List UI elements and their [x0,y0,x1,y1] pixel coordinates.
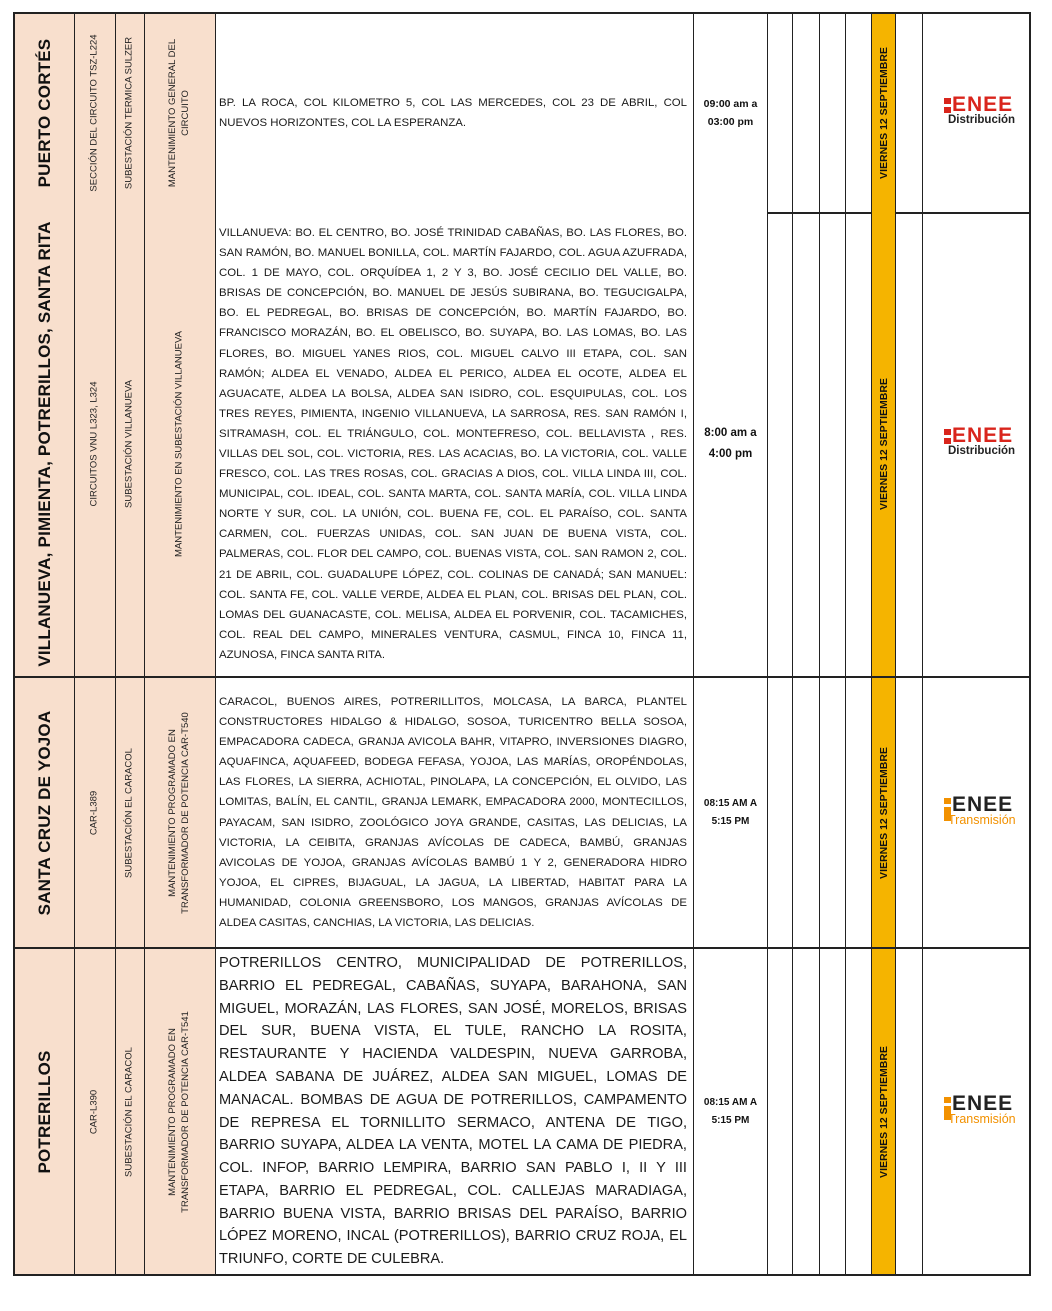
circuit-label: CAR-L390 [88,1089,100,1134]
substation-cell [116,678,145,947]
logo-brand: ENEE [952,1091,1014,1115]
substation-label: SUBESTACIÓN TERMICA SULZER [123,36,135,190]
empty-cell [820,14,846,212]
substation-label: SUBESTACIÓN EL CARACOL [123,747,135,878]
logo-brand: ENEE [952,792,1014,816]
schedule-time-cell [694,678,768,947]
enee-transmision-logo-icon [941,1091,1031,1129]
work-line: MANTENIMIENTO GENERAL DEL [167,38,179,188]
substation-label: SUBESTACIÓN VILLANUEVA [123,380,135,508]
circuit-cell [75,212,116,676]
affected-areas-cell [216,949,694,1274]
empty-cell [846,678,872,947]
circuit-label: SECCIÓN DEL CIRCUITO TSZ-L224 [88,34,100,192]
empty-cell [820,212,846,676]
substation-cell [116,212,145,676]
substation-cell [116,14,145,212]
empty-cell [793,212,820,676]
empty-cell [768,212,793,676]
work-description [167,39,193,187]
logo-division: Transmisión [948,812,1016,827]
empty-cell [768,14,793,212]
schedule-time [694,795,767,831]
affected-areas-text: CARACOL, BUENOS AIRES, POTRERILLITOS, MOLCASA, LA BARCA, PLANTEL CONSTRUCTORES HIDALGO & HIDALGO, SOSOA, TURICENTRO BELLA SOSOA, EMPACADORA CADECA, GRANJA AVICOLA BAHR, VITAPRO, INVERSIONES DIAGRO, AQUAFINCA, AQUAFEED, BODEGA FEFASA, YOJOA, LAS MARÍAS, OROPÉNDOLAS, LAS FLORES, LA SIERRA, ACHIOTAL, PINOLAPA, LA CONCEPCIÓN, EL OLVIDO, LAS LOMITAS, BALÍN, EL CANTIL, GRANJA LEMARK, EMPACADORA 2000, MONTECILLOS, PAYACAM, SAN ISIDRO, ZOOLÓGICO JOYA GRANDE, CASITAS, LAS DELICIAS, LA VICTORIA, LA CEIBITA, GRANJAS AVÍCOLAS DE CADECA, BAMBÚ, GRANJAS AVICOLAS DE YOJOA, GRANJAS AVÍCOLAS BAMBÚ 1 Y 2, GENERADORA HIDRO YOJOA, EL CIPRES, BIJAGUAL, LA JAGUA, LA LIBERTAD, HABITAT PARA LA HUMANIDAD, COLONIA GREENSBORO, LOS MANGOS, GRANJAS AVÍCOLAS DE ALDEA CASITAS, CANCHIAS, LA VICTORIA, LAS DELICIAS. [219,695,687,929]
affected-areas-cell [216,212,694,676]
circuit-cell [75,14,116,212]
empty-cell [896,949,923,1274]
enee-distribucion-logo-icon [941,424,1031,461]
outage-date: VIERNES 12 SEPTIEMBRE [877,378,890,510]
city-cell [15,212,75,676]
city-cell [15,678,75,947]
affected-areas-text: POTRERILLOS CENTRO, MUNICIPALIDAD DE POTRERILLOS, BARRIO EL PEDREGAL, CABAÑAS, SUYAPA, BARAHONA, SAN MIGUEL, MORAZÁN, LAS FLORES, SAN JOSÉ, MORELOS, BRISAS DEL SUR, BUENA VISTA, EL TULE, RANCHO LA ROSITA, RESTAURANTE Y HACIENDA VALDESPIN, NUEVA GARROBA, ALDEA SABANA DE JUÁREZ, ALDEA SAN MIGUEL, LOMAS DE MANACAL. BOMBAS DE AGUA DE POTRERILLOS, CAMPAMENTO DE REPRESA EL TORNILLITO SERMACO, ANTENA DE TIGO, BARRIO SUYAPA, ALDEA LA VENTA, MOTEL LA CAMA DE PIEDRA, COL. INFOP, BARRIO LEMPIRA, BARRIO SAN PABLO I, II Y III ETAPA, BARRIO EL PEDREGAL, COL. CALLEJAS MARADIAGA, BARRIO BUENA VISTA, BARRIO BRISAS DEL PARAÍSO, BARRIO LÓPEZ MORENO, INCAL (POTRERILLOS), BARRIO CRUZ ROJA, EL TRIUNFO, CORTE DE CULEBRA. [219,954,687,1268]
time-start: 08:15 AM A [703,797,758,809]
work-description [174,331,187,557]
logo-cell [923,212,1031,676]
city-cell [15,949,75,1274]
empty-cell [896,678,923,947]
empty-cell [793,949,820,1274]
work-line: TRANSFORMADOR DE POTENCIA CAR-T541 [180,1010,191,1213]
schedule-row-villanueva [13,212,1031,678]
logo-brand: ENEE [952,93,1014,116]
empty-cell [896,212,923,676]
logo-brand: ENEE [952,424,1014,447]
time-start: 09:00 am a [703,98,758,110]
empty-cell [793,678,820,947]
work-line: MANTENIMIENTO EN SUBESTACIÓN VILLANUEVA [173,331,185,557]
logo-cell [923,678,1031,947]
affected-areas-cell [216,14,694,212]
schedule-time [694,423,767,465]
schedule-row-puerto-cortes [13,12,1031,214]
work-cell [145,949,216,1274]
substation-label: SUBESTACIÓN EL CARACOL [123,1046,135,1177]
enee-distribucion-logo-icon [941,93,1031,130]
affected-areas-cell [216,678,694,947]
affected-areas-text: VILLANUEVA: BO. EL CENTRO, BO. JOSÉ TRINIDAD CABAÑAS, BO. LAS FLORES, BO. SAN RAMÓN, BO. MANUEL BONILLA, COL. MARTÍN FAJARDO, COL. AGUA AZUFRADA, COL. 1 DE MAYO, COL. ORQUÍDEA 1, 2 Y 3, BO. JOSÉ CECILIO DEL VALLE, BO. BRISAS DE CONCEPCIÓN, BO. MANUEL DE JESÚS SUBIRANA, BO. TEGUCIGALPA, BO. EL PEDREGAL, BO. BRISAS DE CONCEPCIÓN, BO. MARTÍN FAJARDO, BO. FRANCISCO MORAZÁN, BO. EL OBELISCO, BO. SUYAPA, BO. LAS LOMAS, BO. LAS FLORES, BO. MIGUEL YANES RIOS, COL. MIGUEL CALVO III ETAPA, COL. SAN RAMÓN; ALDEA EL VENADO, ALDEA EL PERICO, ALDEA EL OCOTE, ALDEA EL AGUACATE, ALDEA LA BOLSA, ALDEA SAN ISIDRO, COL. ESQUIPULAS, COL. LOS TRES REYES, PIMIENTA, INGENIO VILLANUEVA, LA SARROSA, RES. SAN RAMÓN I, SITRAMASH, COL. EL TRIÁNGULO, COL. MONTEFRESO, COL. BELLAVISTA , RES. VILLAS DEL SOL, COL. VICTORIA, RES. LAS ACACIAS, BO. LA VICTORIA, COL. VALLE FRESCO, COL. LAS TRES ROSAS, COL. GRACIAS A DIOS, COL. VILLA LINDA III, COL. MUNICIPAL, COL. IDEAL, COL. SANTA MARTA, COL. SANTA MARÍA, COL. VILLA LINDA NORTE Y SUR, COL. LA UNIÓN, COL. BUENA FE, COL. EL PARAÍSO, COL. SANTA CARMEN, COL. FUERZAS UNIDAS, COL. SAN JUAN DE BUENA VISTA, COL. PALMERAS, COL. FLOR DEL CAMPO, COL. BUENAS VISTA, COL. SAN RAMON 2, COL. 21 DE ABRIL, COL. GUADALUPE LÓPEZ, COL. COLINAS DE CANADÁ; SAN MANUEL: COL. SANTA FE, COL. VALLE VERDE, ALDEA EL PLAN, COL. BRISAS DEL PLAN, COL. LOMAS DEL GUANACASTE, COL. MELISA, ALDEA EL PORVENIR, COL. TACAMICHES, COL. REAL DEL CAMPO, MINERALES VENTURA, CASMUL, FINCA 10, FINCA 11, AZUNOSA, FINCA SANTA RITA. [219,226,687,661]
schedule-time-cell [694,949,768,1274]
logo-cell [923,949,1031,1274]
affected-areas-text: BP. LA ROCA, COL KILOMETRO 5, COL LAS MERCEDES, COL 23 DE ABRIL, COL NUEVOS HORIZONTES, COL LA ESPERANZA. [219,96,687,129]
work-line: CIRCUITO [180,90,191,136]
logo-cell [923,14,1031,212]
circuit-cell [75,949,116,1274]
empty-cell [768,678,793,947]
time-end: 5:15 PM [711,815,750,827]
city-cell [15,14,75,212]
date-cell [872,678,896,947]
city-name: PUERTO CORTÉS [34,38,54,188]
logo-division: Transmisión [948,1111,1016,1126]
date-cell [872,14,896,212]
date-cell [872,949,896,1274]
city-name: POTRERILLOS [34,1049,54,1174]
schedule-time-cell [694,14,768,212]
circuit-label: CIRCUITOS VNU L323, L324 [88,381,100,507]
schedule-row-potrerillos [13,949,1031,1276]
schedule-row-santa-cruz-de-yojoa [13,678,1031,949]
time-start: 8:00 am a [704,427,757,439]
outage-date: VIERNES 12 SEPTIEMBRE [877,746,890,879]
work-line: MANTENIMIENTO PROGRAMADO EN [167,728,179,897]
enee-transmision-logo-icon [941,792,1031,830]
empty-cell [820,949,846,1274]
city-name: VILLANUEVA, PIMIENTA, POTRERILLOS, SANTA RITA [34,221,54,667]
time-end: 5:15 PM [711,1114,750,1126]
work-description [167,712,193,914]
schedule-time [694,1094,767,1130]
time-end: 03:00 pm [707,116,754,128]
logo-division: Distribución [948,114,1016,126]
outage-date: VIERNES 12 SEPTIEMBRE [877,1045,890,1178]
empty-cell [793,14,820,212]
empty-cell [820,678,846,947]
time-end: 4:00 pm [708,448,753,460]
date-cell [872,212,896,676]
city-name: SANTA CRUZ DE YOJOA [34,710,54,915]
circuit-cell [75,678,116,947]
work-cell [145,14,216,212]
work-line: TRANSFORMADOR DE POTENCIA CAR-T540 [180,711,191,914]
empty-cell [846,949,872,1274]
logo-division: Distribución [948,445,1016,457]
work-cell [145,678,216,947]
empty-cell [846,14,872,212]
empty-cell [846,212,872,676]
work-cell [145,212,216,676]
empty-cell [768,949,793,1274]
time-start: 08:15 AM A [703,1096,758,1108]
schedule-time-cell [694,212,768,676]
substation-cell [116,949,145,1274]
schedule-time [694,95,767,131]
outage-date: VIERNES 12 SEPTIEMBRE [877,47,890,179]
circuit-label: CAR-L389 [88,790,100,835]
empty-cell [896,14,923,212]
work-description [167,1011,193,1213]
work-line: MANTENIMIENTO PROGRAMADO EN [167,1027,179,1196]
